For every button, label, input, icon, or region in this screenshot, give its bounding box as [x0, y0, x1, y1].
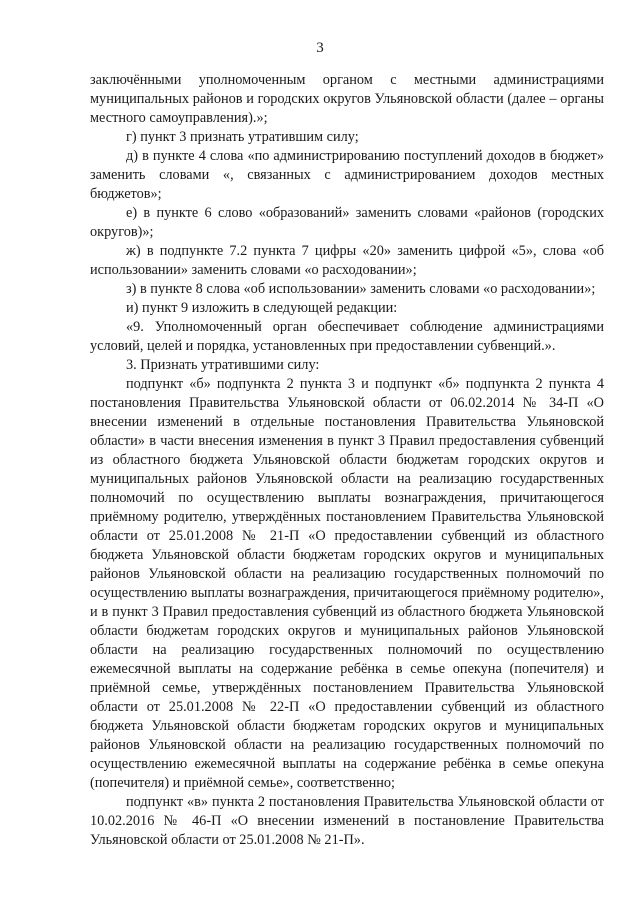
paragraph-item-z: з) в пункте 8 слова «об использовании» заменить словами «о расходовании»; — [126, 281, 596, 297]
paragraph-item-i: и) пункт 9 изложить в следующей редакции: — [126, 300, 398, 316]
document-body — [90, 71, 604, 850]
paragraph-item-e: е) в пункте 6 слово «образований» заменить словами «районов (городских округов)»; — [90, 205, 604, 240]
paragraph-item-g: г) пункт 3 признать утратившим силу; — [126, 129, 359, 145]
paragraph-continuation: заключёнными уполномоченным органом с местными администрациями муниципальных районов и городских округов Ульяновской области (далее – органы местного самоуправления).»; — [90, 72, 604, 126]
paragraph-item-d: д) в пункте 4 слова «по администрированию поступлений доходов в бюджет» заменить словами «, связанных с администрированием доходов местных бюджетов»; — [90, 148, 604, 202]
section-3-heading: 3. Признать утратившими силу: — [126, 357, 320, 373]
page-number: 3 — [316, 40, 324, 56]
paragraph-item-zh: ж) в подпункте 7.2 пункта 7 цифры «20» заменить цифрой «5», слова «об использовании» заменить словами «о расходовании»; — [90, 243, 604, 278]
paragraph-subitem-v: подпункт «в» пункта 2 постановления Правительства Ульяновской области от 10.02.2016 № 46-П «О внесении изменений в постановление Правительства Ульяновской области от 25.01.2008 № 21-П». — [90, 794, 604, 848]
paragraph-quote-9: «9. Уполномоченный орган обеспечивает соблюдение администрациями условий, целей и порядка, установленных при предоставлении субвенций.». — [90, 319, 604, 354]
paragraph-subitem-b: подпункт «б» подпункта 2 пункта 3 и подпункт «б» подпункта 2 пункта 4 постановления Правительства Ульяновской области от 06.02.2014 № 34-П «О внесении изменений в отдельные постановления Правительства Ульяновской области» в части внесения изменения в пункт 3 Правил предоставления субвенций из областного бюджета Ульяновской области бюджетам городских округов и муниципальных районов Ульяновской области на реализацию государственных полномочий по осуществлению выплаты вознаграждения, причитающегося приёмному родителю, утверждённых постановлением Правительства Ульяновской области от 25.01.2008 № 21-П «О предоставлении субвенций из областного бюджета Ульяновской области бюджетам городских округов и муниципальных районов Ульяновской области на реализацию государственных полномочий по осуществлению выплаты вознаграждения, причитающегося приёмному родителю», и в пункт 3 Правил предоставления субвенций из областного бюджета Ульяновской области бюджетам городских округов и муниципальных районов Ульяновской области на реализацию государственных полномочий по осуществлению ежемесячной выплаты на содержание ребёнка в семье опекуна (попечителя) и приёмной семье, утверждённых постановлением Правительства Ульяновской области от 25.01.2008 № 22-П «О предоставлении субвенций из областного бюджета Ульяновской области бюджетам городских округов и муниципальных районов Ульяновской области на реализацию государственных полномочий по осуществлению ежемесячной выплаты на содержание ребёнка в семье опекуна (попечителя) и приёмной семье», соответственно; — [90, 376, 604, 791]
